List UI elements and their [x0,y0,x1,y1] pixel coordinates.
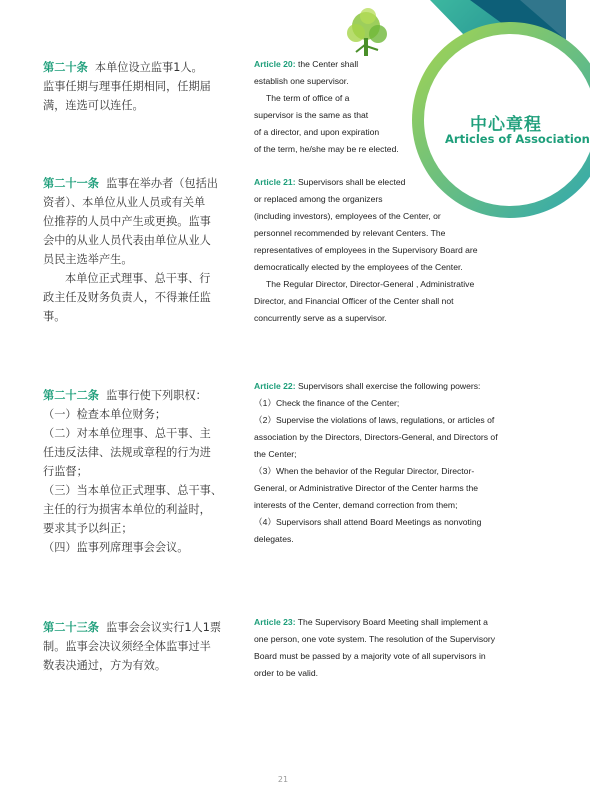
article-21-en-line: Supervisors shall be elected [297,177,406,187]
article-23-en-line: order to be valid. [254,668,319,678]
article-20-zh-head: 第二十条 [43,61,88,74]
article-21-en-line: democratically elected by the employees of the Center. [254,262,463,272]
article-22-zh [43,386,223,557]
article-23-en-line: The Supervisory Board Meeting shall implement a [297,617,488,627]
article-22-en-line: Supervisors shall exercise the following powers: [297,381,481,391]
article-21-en-line: The Regular Director, Director-General , Administrative [266,279,475,289]
article-22-zh-line: （二）对本单位理事、总干事、主 [43,427,211,440]
article-21-zh-line: 员民主选举产生。 [43,253,133,266]
article-22-en-line: delegates. [254,534,294,544]
article-21-en-line: concurrently serve as a supervisor. [254,313,387,323]
article-22-zh-line: （一）检查本单位财务； [43,408,167,421]
article-22-zh-line: 任违反法律、法规或章程的行为进 [43,446,211,459]
article-22-en-line: association by the Directors, Directors-General, and Directors of [254,432,498,442]
article-22-en-line: interests of the Center, demand correction from them; [254,500,458,510]
page-number: 21 [277,775,289,784]
article-22-en-line: General, or Administrative Director of the Center harms the [254,483,479,493]
tree-logo [347,8,387,56]
article-22-en-line: （3）When the behavior of the Regular Director, Director- [254,466,475,476]
article-21-zh-line: 资者）、本单位从业人员或有关单 [43,196,206,209]
article-22-en-head: Article 22: [254,381,296,391]
article-21-en-line: (including investors), employees of the Center, or [254,211,441,221]
article-22-en-line: the Center; [254,449,297,459]
article-22-zh-line: （三）当本单位正式理事、总干事、 [43,484,223,497]
article-21-zh-line: 会中的从业人员代表由单位从业人 [43,234,211,247]
article-23-zh-line: 监事会会议实行1人1票 [106,621,222,634]
article-22-zh-line: 监事行使下列职权： [106,389,207,402]
article-21-zh-line: 本单位正式理事、总干事、行 [65,272,211,285]
article-20-zh-line: 监事任期与理事任期相同，任期届 [43,80,211,93]
article-22-zh-line: （四）监事列席理事会会议。 [43,541,189,554]
article-23-en-line: one person, one vote system. The resolution of the Supervisory [254,634,496,644]
article-20-en-line: establish one supervisor. [254,76,349,86]
section-title-zh: 中心章程 [470,115,542,135]
article-21-zh [43,174,223,326]
article-20-en-line: the Center shall [297,59,359,69]
article-20-en-line: supervisor is the same as that [254,110,369,120]
article-22-en-line: （1）Check the finance of the Center; [254,398,400,408]
article-20-en-line: of a director, and upon expiration [254,127,380,137]
article-21-en-line: or replaced among the organizers [254,194,383,204]
article-21-zh-head: 第二十一条 [43,177,99,190]
article-23-zh-line: 制。监事会决议须经全体监事过半 [43,640,211,653]
article-21-zh-line: 政主任及财务负责人，不得兼任监 [43,291,211,304]
article-23-en-head: Article 23: [254,617,296,627]
section-title-en: Articles of Association [445,132,590,146]
article-21-en-line: representatives of employees in the Supervisory Board are [254,245,478,255]
article-21-zh-line: 事。 [43,310,66,323]
article-21-en [254,174,526,327]
article-22-zh-line: 主任的行为损害本单位的利益时， [43,503,211,516]
article-23-zh-head: 第二十三条 [43,621,99,634]
article-22-en [254,378,526,548]
article-21-en-line: personnel recommended by relevant Centers. The [254,228,446,238]
article-21-en-line: Director, and Financial Officer of the Center shall not [254,296,454,306]
article-22-en-line: （2）Supervise the violations of laws, regulations, or articles of [254,415,495,425]
article-20-zh-line: 满，连选可以连任。 [43,99,144,112]
article-23-zh [43,618,223,675]
article-23-zh-line: 数表决通过，方为有效。 [43,659,167,672]
article-20-zh [43,58,223,115]
article-21-en-head: Article 21: [254,177,296,187]
article-23-en [254,614,526,682]
article-23-en-line: Board must be passed by a majority vote of all supervisors in [254,651,486,661]
article-20-en-head: Article 20: [254,59,296,69]
article-20-en-line: The term of office of a [266,93,350,103]
article-20-en [254,56,526,158]
article-20-en-line: of the term, he/she may be re elected. [254,144,399,154]
article-22-zh-head: 第二十二条 [43,389,99,402]
article-22-zh-line: 行监督； [43,465,88,478]
article-22-en-line: （4）Supervisors shall attend Board Meetings as nonvoting [254,517,482,527]
article-20-zh-line: 本单位设立监事1人。 [94,61,203,74]
article-21-zh-line: 监事在举办者（包括出 [106,177,218,190]
article-21-zh-line: 位推荐的人员中产生或更换。监事 [43,215,211,228]
article-22-zh-line: 要求其予以纠正； [43,522,133,535]
